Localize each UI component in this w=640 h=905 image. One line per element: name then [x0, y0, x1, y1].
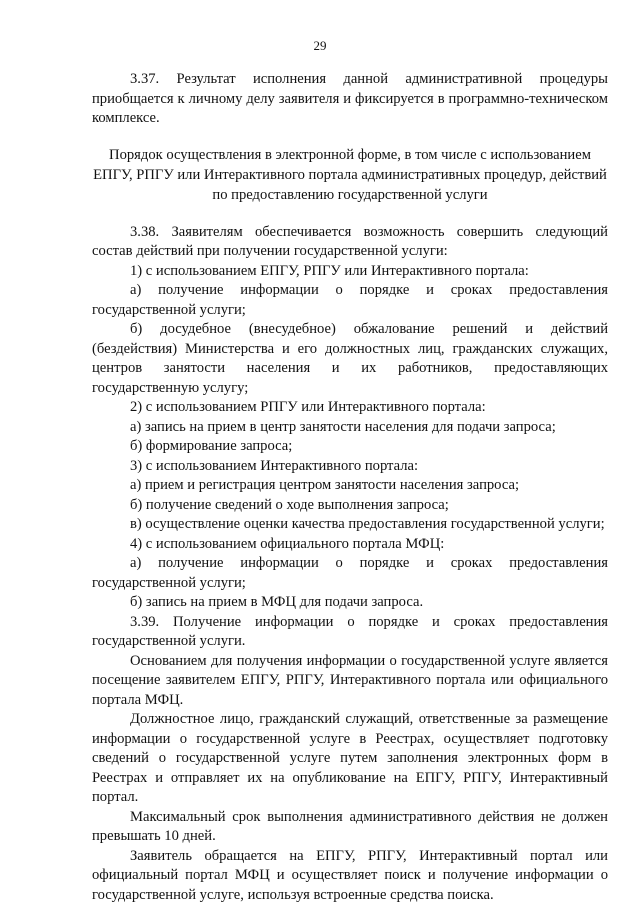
paragraph-3-37: 3.37. Результат исполнения данной административной процедуры приобщается к личному делу заявителя и фиксируется в программно-техническом комплексе. — [92, 71, 608, 126]
document-body — [92, 70, 608, 905]
list-item: в) осуществление оценки качества предоставления государственной услуги; — [130, 516, 605, 532]
list-item: а) получение информации о порядке и сроках предоставления государственной услуги; — [92, 282, 608, 318]
list-item: б) запись на прием в МФЦ для подачи запроса. — [130, 594, 424, 610]
list-item: б) формирование запроса; — [130, 438, 293, 454]
list-item: а) прием и регистрация центром занятости населения запроса; — [130, 477, 520, 493]
section-heading: Порядок осуществления в электронной форме, в том числе с использованием ЕПГУ, РПГУ или Интерактивного портала административных процедур, действий по предоставлению государственной услуги — [93, 146, 607, 203]
paragraph-3-38: 3.38. Заявителям обеспечивается возможность совершить следующий состав действий при получении государственной услуги: — [92, 223, 608, 259]
paragraph: Должностное лицо, гражданский служащий, ответственные за размещение информации о государственной услуге в Реестрах, осуществляет подготовку сведений о государственной услуге путем заполнения электронных форм в Реестрах и отправляет их на опубликование на ЕПГУ, РПГУ, Интерактивный портал. — [92, 711, 608, 805]
list-item: б) получение сведений о ходе выполнения запроса; — [130, 496, 449, 513]
list-item: а) запись на прием в центр занятости населения для подачи запроса; — [130, 418, 556, 435]
list-item: 4) с использованием официального портала МФЦ: — [130, 535, 445, 552]
list-item: б) досудебное (внесудебное) обжалование решений и действий (бездействия) Министерства и его должностных лиц, гражданских служащих, центров занятости населения и их работников, предоставляющих государственную услугу; — [92, 321, 608, 396]
paragraph: Заявитель обращается на ЕПГУ, РПГУ, Интерактивный портал или официальный портал МФЦ и осуществляет поиск и получение информации о государственной услуге, используя встроенные средства поиска. — [92, 847, 608, 903]
page-number: 29 — [313, 38, 327, 53]
list-item: а) получение информации о порядке и сроках предоставления государственной услуги; — [92, 555, 608, 591]
paragraph: Максимальный срок выполнения административного действия не должен превышать 10 дней. — [92, 808, 608, 844]
list-item: 1) с использованием ЕПГУ, РПГУ или Интерактивного портала: — [130, 262, 529, 279]
list-item: 3) с использованием Интерактивного портала: — [130, 457, 419, 474]
list-item: 2) с использованием РПГУ или Интерактивного портала: — [130, 399, 486, 415]
paragraph-3-39: 3.39. Получение информации о порядке и сроках предоставления государственной услуги. — [92, 613, 608, 649]
paragraph: Основанием для получения информации о государственной услуге является посещение заявителем ЕПГУ, РПГУ, Интерактивного портала или официального портала МФЦ. — [92, 652, 608, 708]
